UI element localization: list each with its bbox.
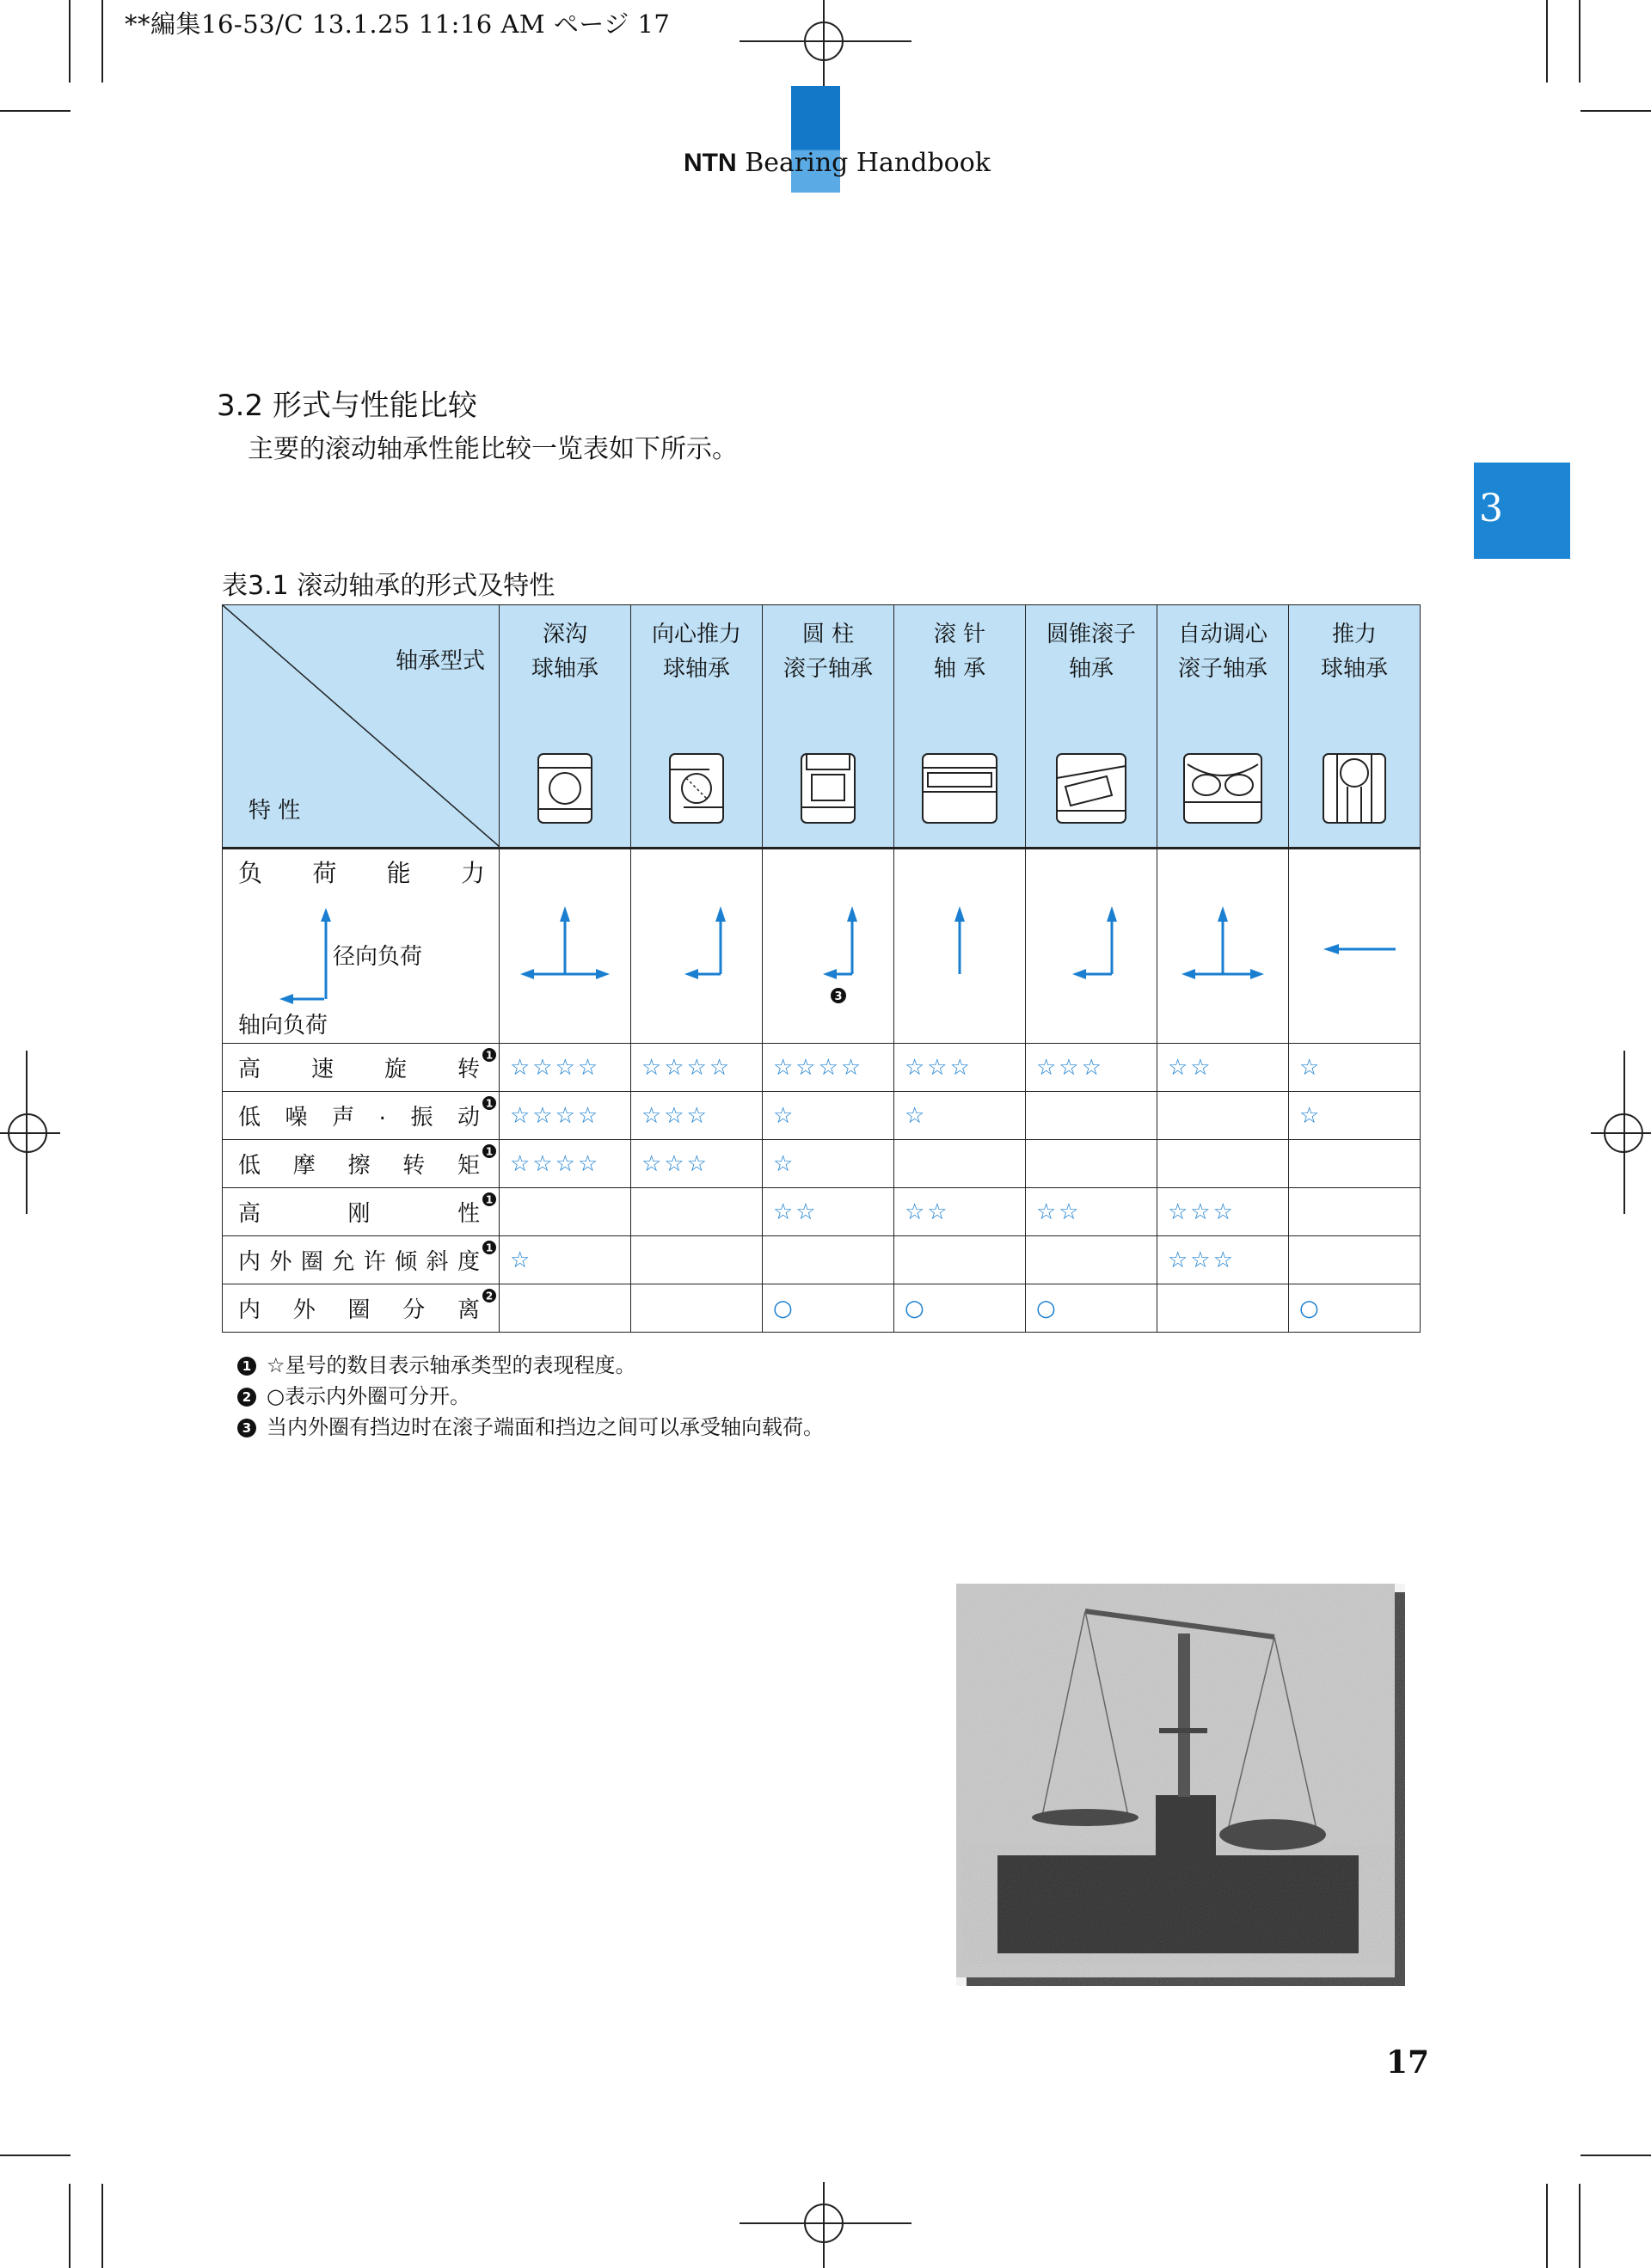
brand-name: NTN xyxy=(684,149,737,177)
column-name-line2: 轴 承 xyxy=(933,656,986,682)
column-name-line1: 圆 柱 xyxy=(801,622,855,647)
row-label-char: 高 xyxy=(238,1057,261,1082)
row-label-char: 刚 xyxy=(347,1201,371,1227)
column-name-line1: 滚 针 xyxy=(933,622,986,647)
note-mark-label: 1 xyxy=(485,1097,494,1110)
page-number: 17 xyxy=(1386,2044,1430,2081)
crop-mark xyxy=(0,110,71,112)
note-mark-label: 1 xyxy=(485,1193,494,1206)
column-name-line1: 深沟 xyxy=(542,622,587,647)
rating-cell: ☆☆☆ xyxy=(1157,1236,1289,1284)
note-mark-icon: 3 xyxy=(237,1419,256,1437)
row-label-char: 速 xyxy=(310,1057,334,1082)
rating-cell: ☆ xyxy=(763,1140,894,1188)
note-mark-icon xyxy=(482,1095,497,1111)
angular-contact-ball-bearing-icon xyxy=(668,752,725,824)
row-label-char: 转 xyxy=(402,1153,426,1179)
load-capacity-label-cell xyxy=(223,849,500,1044)
column-header-cylindrical-roller xyxy=(763,605,894,849)
rating-cell: ☆ xyxy=(500,1236,631,1284)
thrust-ball-bearing-icon xyxy=(1322,752,1387,824)
load-cell-spherical-roller xyxy=(1157,849,1289,1044)
registration-mark-top xyxy=(740,0,911,86)
rating-cell xyxy=(894,1140,1026,1188)
tapered-roller-bearing-icon xyxy=(1055,752,1127,824)
column-name-line1: 向心推力 xyxy=(651,622,741,647)
column-name-line2: 轴承 xyxy=(1068,656,1114,682)
column-name-line2: 球轴承 xyxy=(1320,656,1388,682)
rating-cell: ☆☆☆☆ xyxy=(500,1044,631,1092)
corner-label-property: 特 性 xyxy=(249,798,301,824)
load-cell-tapered-roller xyxy=(1026,849,1157,1044)
registration-mark-left xyxy=(0,1090,60,1176)
row-label-char: 摩 xyxy=(292,1153,316,1179)
cylindrical-roller-bearing-icon xyxy=(800,752,856,824)
column-header-spherical-roller xyxy=(1157,605,1289,849)
row-label-char: 旋 xyxy=(384,1057,407,1082)
rating-cell xyxy=(894,1236,1026,1284)
rating-cell: ☆ xyxy=(894,1092,1026,1140)
rating-cell xyxy=(500,1188,631,1236)
row-label xyxy=(223,1188,500,1236)
footnote-1 xyxy=(237,1348,636,1378)
load-title-char: 能 xyxy=(386,859,411,887)
load-cell-needle-roller xyxy=(894,849,1026,1044)
row-label-char: 矩 xyxy=(457,1153,480,1179)
rating-cell: ☆☆☆ xyxy=(1026,1044,1157,1092)
table-corner-cell xyxy=(223,605,500,849)
crop-mark xyxy=(101,2184,103,2268)
rating-cell: ○ xyxy=(1289,1284,1421,1333)
rating-cell: ☆☆☆☆ xyxy=(763,1044,894,1092)
row-label-char: 倾 xyxy=(395,1249,418,1275)
row-label-char: 外 xyxy=(269,1249,292,1275)
rating-cell xyxy=(1289,1188,1421,1236)
row-label-char: 离 xyxy=(457,1297,480,1323)
table-row xyxy=(223,1044,1421,1092)
crop-mark xyxy=(1579,2184,1580,2268)
row-label-char: 圈 xyxy=(300,1249,323,1275)
row-label-char: 内 xyxy=(238,1249,261,1275)
rating-cell: ○ xyxy=(1026,1284,1157,1333)
load-cell-cylindrical-roller xyxy=(763,849,894,1044)
column-header-deep-groove xyxy=(500,605,631,849)
column-header-angular-contact xyxy=(631,605,763,849)
load-direction-arrows-icon xyxy=(763,849,893,1043)
corner-label-type: 轴承型式 xyxy=(395,648,485,674)
load-capacity-title xyxy=(238,855,485,889)
column-name-line2: 滚子轴承 xyxy=(783,656,873,682)
rating-cell: ○ xyxy=(894,1284,1026,1333)
row-label-char: 分 xyxy=(402,1297,426,1323)
load-direction-arrows-icon xyxy=(1026,849,1157,1043)
rating-cell xyxy=(500,1284,631,1333)
note-mark-label: 1 xyxy=(485,1241,494,1254)
crop-mark xyxy=(1580,110,1651,112)
note-mark-icon: 1 xyxy=(237,1357,256,1376)
table-row-load-capacity xyxy=(223,849,1421,1044)
row-label xyxy=(223,1092,500,1140)
rating-cell xyxy=(631,1284,763,1333)
row-label xyxy=(223,1044,500,1092)
rating-cell: ☆☆ xyxy=(894,1188,1026,1236)
column-name-line2: 球轴承 xyxy=(662,656,730,682)
load-direction-arrows-icon xyxy=(1157,849,1288,1043)
crop-mark xyxy=(69,2184,71,2268)
footnote-3 xyxy=(237,1410,824,1440)
footnote-text: ☆星号的数目表示轴承类型的表现程度。 xyxy=(267,1353,636,1377)
load-cell-deep-groove xyxy=(500,849,631,1044)
row-label-char: 声 xyxy=(332,1105,355,1131)
rating-cell: ☆☆☆☆ xyxy=(631,1044,763,1092)
row-label-char: 低 xyxy=(238,1105,261,1131)
row-label-char: 擦 xyxy=(347,1153,371,1179)
note-mark-label: 2 xyxy=(485,1290,494,1303)
note-mark-icon xyxy=(482,1047,497,1063)
table-header-row xyxy=(223,605,1421,849)
spherical-roller-bearing-icon xyxy=(1182,752,1263,824)
load-cell-angular-contact xyxy=(631,849,763,1044)
note-mark-icon xyxy=(482,1240,497,1255)
load-title-char: 力 xyxy=(460,859,485,887)
load-cell-thrust-ball xyxy=(1289,849,1421,1044)
column-name-line2: 滚子轴承 xyxy=(1177,656,1267,682)
section-intro: 主要的滚动轴承性能比较一览表如下所示。 xyxy=(248,434,738,464)
footnote-2 xyxy=(237,1379,470,1409)
table-row xyxy=(223,1140,1421,1188)
row-label-char: 性 xyxy=(457,1201,480,1227)
crop-mark xyxy=(1580,2155,1651,2156)
row-label-char: 转 xyxy=(457,1057,480,1082)
rating-cell xyxy=(1157,1284,1289,1333)
row-label-char: 噪 xyxy=(285,1105,308,1131)
bearing-performance-table xyxy=(222,604,1421,1333)
row-label-char: 度 xyxy=(457,1249,480,1275)
rating-cell: ○ xyxy=(763,1284,894,1333)
rating-cell xyxy=(763,1236,894,1284)
handbook-title: Bearing Handbook xyxy=(745,148,991,178)
crop-mark xyxy=(1579,0,1580,83)
rating-cell: ☆ xyxy=(763,1092,894,1140)
note-mark-3-label: 3 xyxy=(834,990,843,1003)
rating-cell: ☆ xyxy=(1289,1092,1421,1140)
row-label-char: 振 xyxy=(410,1105,433,1131)
row-label-char: 圈 xyxy=(347,1297,371,1323)
footnote-text: 当内外圈有挡边时在滚子端面和挡边之间可以承受轴向载荷。 xyxy=(267,1415,824,1439)
row-label-char: 低 xyxy=(238,1153,261,1179)
rating-cell: ☆☆ xyxy=(1157,1044,1289,1092)
row-label-char: 外 xyxy=(292,1297,316,1323)
note-mark-icon xyxy=(482,1192,497,1207)
note-mark-label: 1 xyxy=(485,1145,494,1158)
load-direction-arrows-icon xyxy=(1289,849,1420,1043)
crop-mark xyxy=(101,0,103,83)
load-direction-arrows-icon xyxy=(631,849,762,1043)
needle-roller-bearing-icon xyxy=(921,752,998,824)
rating-cell xyxy=(1289,1140,1421,1188)
load-legend-arrows-icon xyxy=(278,906,338,1009)
table-row xyxy=(223,1188,1421,1236)
load-title-char: 负 xyxy=(238,859,263,887)
note-mark-icon xyxy=(482,1288,497,1303)
rating-cell: ☆☆ xyxy=(1026,1188,1157,1236)
rating-cell: ☆☆☆ xyxy=(631,1140,763,1188)
registration-mark-right xyxy=(1591,1090,1651,1176)
row-label-char: 许 xyxy=(363,1249,386,1275)
balance-scale-photo xyxy=(956,1584,1405,1986)
rating-cell xyxy=(1289,1236,1421,1284)
crop-mark xyxy=(69,0,71,83)
crop-mark xyxy=(0,2155,71,2156)
load-title-char: 荷 xyxy=(312,859,337,887)
crop-mark xyxy=(1546,0,1548,83)
load-direction-arrows-icon xyxy=(894,849,1025,1043)
note-mark-label: 1 xyxy=(485,1049,494,1062)
print-meta-line: **編集16-53/C 13.1.25 11:16 AM ページ 17 xyxy=(125,9,671,39)
row-label xyxy=(223,1236,500,1284)
column-name-line1: 推力 xyxy=(1331,622,1377,647)
rating-cell xyxy=(631,1236,763,1284)
table-row xyxy=(223,1284,1421,1333)
section-title: 3.2 形式与性能比较 xyxy=(217,389,477,423)
rating-cell: ☆☆☆☆ xyxy=(500,1092,631,1140)
rating-cell: ☆ xyxy=(1289,1044,1421,1092)
rating-cell xyxy=(1026,1140,1157,1188)
row-label-char: 内 xyxy=(238,1297,261,1323)
note-mark-icon xyxy=(482,1143,497,1159)
rating-cell: ☆☆☆☆ xyxy=(500,1140,631,1188)
rating-cell xyxy=(1026,1092,1157,1140)
footnote-text: ○表示内外圈可分开。 xyxy=(267,1384,470,1408)
rating-cell xyxy=(1026,1236,1157,1284)
rating-cell xyxy=(1157,1140,1289,1188)
chapter-tab: 3 xyxy=(1474,463,1570,559)
rating-cell: ☆☆☆ xyxy=(631,1092,763,1140)
deep-groove-ball-bearing-icon xyxy=(537,752,593,824)
column-header-thrust-ball xyxy=(1289,605,1421,849)
row-label-char: 动 xyxy=(457,1105,480,1131)
table-caption: 表3.1 滚动轴承的形式及特性 xyxy=(222,571,555,601)
registration-mark-bottom xyxy=(740,2182,911,2268)
rating-cell: ☆☆ xyxy=(763,1188,894,1236)
column-name-line2: 球轴承 xyxy=(531,656,598,682)
row-label-char: 高 xyxy=(238,1201,261,1227)
column-header-tapered-roller xyxy=(1026,605,1157,849)
rating-cell: ☆☆☆ xyxy=(1157,1188,1289,1236)
row-label-char: 允 xyxy=(332,1249,355,1275)
column-name-line1: 自动调心 xyxy=(1177,622,1267,647)
radial-load-label: 径向负荷 xyxy=(333,944,423,970)
column-header-needle-roller xyxy=(894,605,1026,849)
table-row xyxy=(223,1092,1421,1140)
load-direction-arrows-icon xyxy=(500,849,630,1043)
row-label-char: 斜 xyxy=(426,1249,449,1275)
row-label xyxy=(223,1140,500,1188)
axial-load-label: 轴向负荷 xyxy=(238,1013,328,1039)
row-label-char: . xyxy=(378,1100,386,1125)
table-row xyxy=(223,1236,1421,1284)
crop-mark xyxy=(1546,2184,1548,2268)
rating-cell xyxy=(1157,1092,1289,1140)
running-head xyxy=(684,148,991,178)
row-label xyxy=(223,1284,500,1333)
column-name-line1: 圆锥滚子 xyxy=(1046,622,1136,647)
note-mark-icon: 2 xyxy=(237,1388,256,1407)
rating-cell: ☆☆☆ xyxy=(894,1044,1026,1092)
rating-cell xyxy=(631,1188,763,1236)
